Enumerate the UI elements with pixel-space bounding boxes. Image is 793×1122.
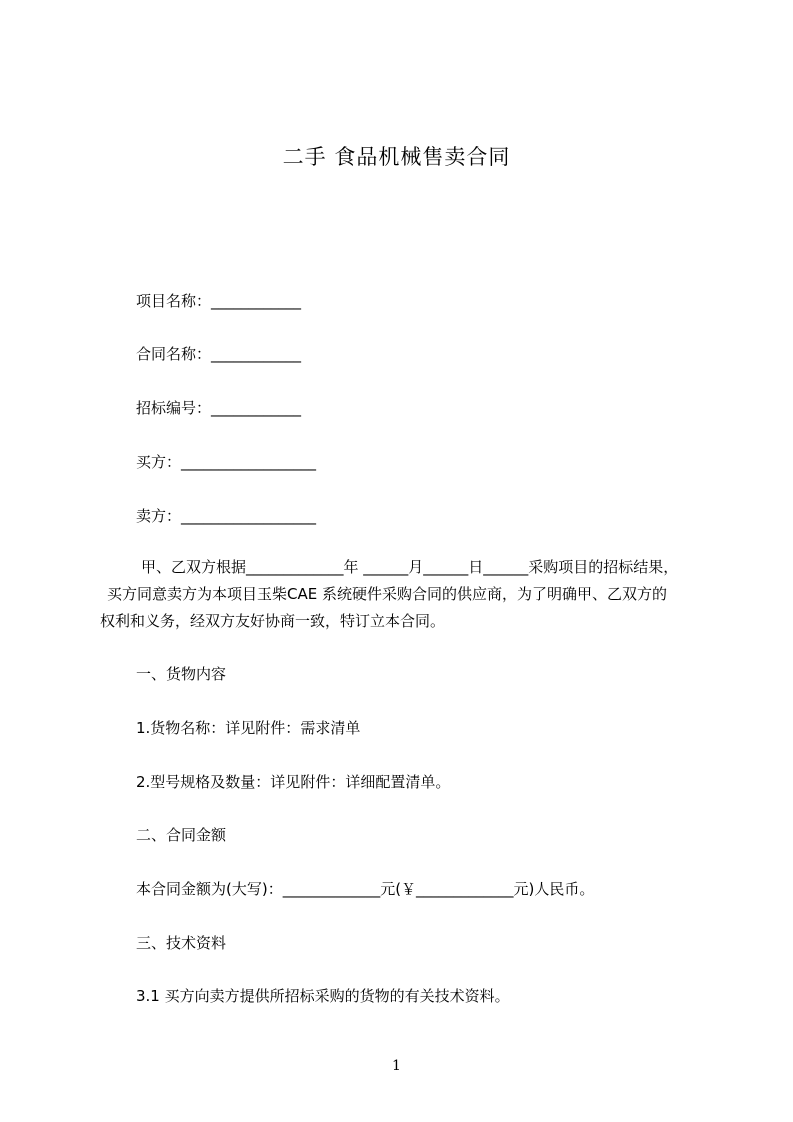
page-number: 1: [392, 1058, 401, 1074]
amount-text: 本合同金额为(大写)：_____________元(￥_____________元)人民币。: [136, 880, 595, 898]
goods-item-2: 2.型号规格及数量：详见附件：详细配置清单。: [136, 773, 451, 791]
contract-name-field: 合同名称：____________: [136, 345, 302, 363]
goods-item-1: 1.货物名称：详见附件：需求清单: [136, 719, 361, 737]
intro-line-3: 权利和义务，经双方友好协商一致，特订立本合同。: [100, 612, 446, 630]
section-goods-heading: 一、货物内容: [136, 665, 227, 683]
document-title: 二手 食品机械售卖合同: [282, 145, 511, 169]
tech-item-1: 3.1 买方向卖方提供所招标采购的货物的有关技术资料。: [136, 987, 510, 1005]
section-amount-heading: 二、合同金额: [136, 826, 227, 844]
tender-number-field: 招标编号：____________: [136, 399, 302, 417]
intro-line-2: 买方同意卖方为本项目玉柴CAE 系统硬件采购合同的供应商，为了明确甲、乙双方的: [107, 585, 667, 603]
intro-line-1: 甲、乙双方根据_____________年 ______月______日______采购项目的招标结果，: [141, 558, 679, 576]
seller-field: 卖方：__________________: [136, 507, 317, 525]
section-tech-heading: 三、技术资料: [136, 934, 227, 952]
project-name-field: 项目名称：____________: [136, 292, 302, 310]
buyer-field: 买方：__________________: [136, 453, 317, 471]
